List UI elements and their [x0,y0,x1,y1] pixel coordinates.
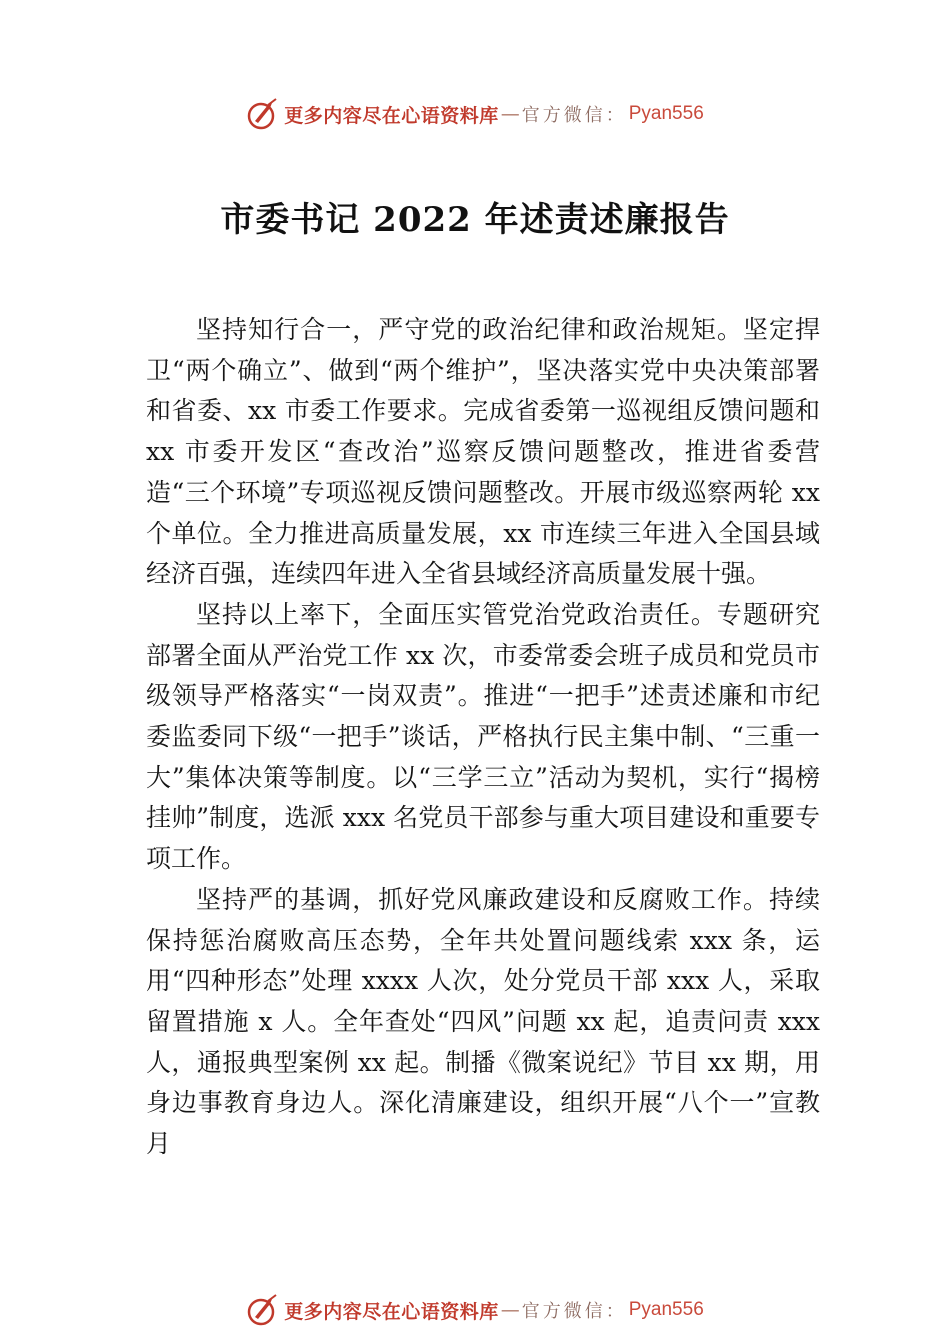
watermark-label: 官方微信： [521,1301,627,1322]
watermark-footer [0,1290,950,1330]
watermark-label: 官方微信： [521,105,627,126]
document-body [146,310,820,1165]
watermark-header [0,94,950,134]
paragraph-1: 坚持知行合一，严守党的政治纪律和政治规矩。坚定捍卫“两个确立”、做到“两个维护”，坚决落实党中央决策部署和省委、xx 市委工作要求。完成省委第一巡视组反馈问题和 xx 市委开发区“查改治”巡察反馈问题整改，推进省委营造“三个环境”专项巡视反馈问题整改。开展市级巡察两轮 xx 个单位。全力推进高质量发展，xx 市连续三年进入全国县域经济百强，连续四年进入全省县域经济高质量发展十强。 [146,315,820,589]
watermark-wechat-id: Pyan556 [628,1299,704,1320]
quill-seal-icon [246,97,280,131]
paragraph-2: 坚持以上率下，全面压实管党治党政治责任。专题研究部署全面从严治党工作 xx 次，市委常委会班子成员和党员市级领导严格落实“一岗双责”。推进“一把手”述责述廉和市纪委监委同下级“一把手”谈话，严格执行民主集中制、“三重一大”集体决策等制度。以“三学三立”活动为契机，实行“揭榜挂帅”制度，选派 xxx 名党员干部参与重大项目建设和重要专项工作。 [146,599,820,874]
watermark-wechat-id: Pyan556 [628,103,704,124]
watermark-separator: — [500,1299,520,1321]
watermark-separator: — [500,103,520,125]
watermark-main-text: 更多内容尽在心语资料库 [284,1300,499,1323]
quill-seal-icon [246,1293,280,1327]
document-title: 市委书记 2022 年述责述廉报告 [220,200,730,240]
paragraph-3: 坚持严的基调，抓好党风廉政建设和反腐败工作。持续保持惩治腐败高压态势，全年共处置问题线索 xxx 条，运用“四种形态”处理 xxxx 人次，处分党员干部 xxx 人，采取留置措施 x 人。全年查处“四风”问题 xx 起，追责问责 xxx 人，通报典型案例 xx 起。制播《微案说纪》节目 xx 期，用身边事教育身边人。深化清廉建设，组织开展“八个一”宣教月 [146,884,820,1159]
watermark-main-text: 更多内容尽在心语资料库 [284,104,499,127]
